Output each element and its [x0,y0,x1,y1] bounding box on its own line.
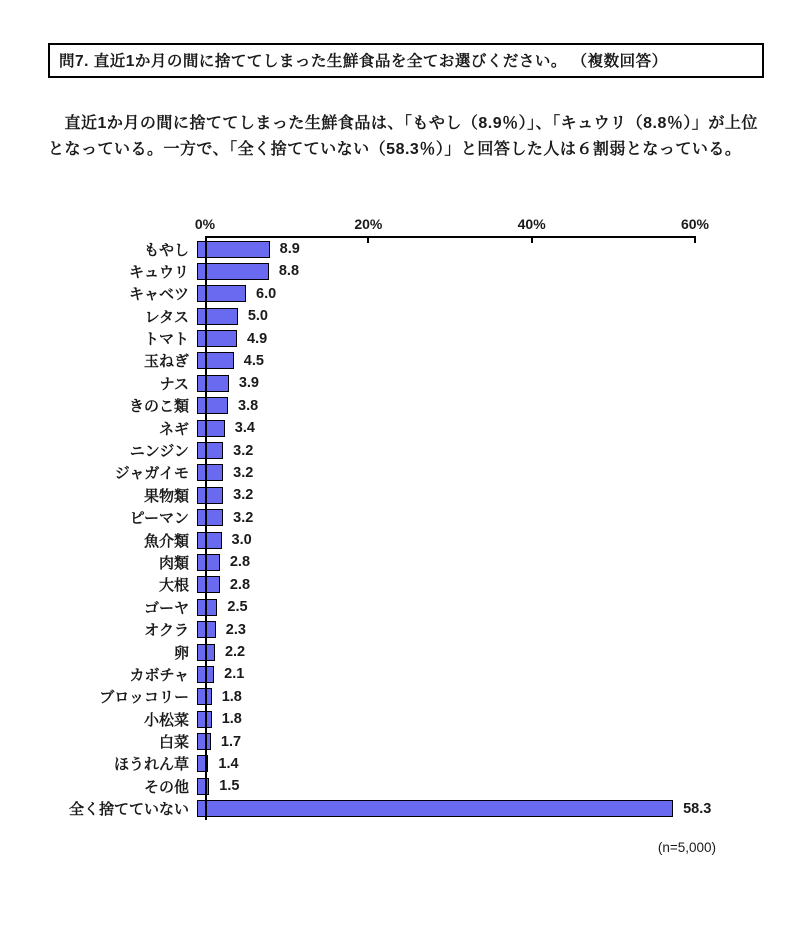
value-label: 8.8 [278,263,300,280]
bar-cell [197,574,809,596]
bar [197,509,223,526]
value-label: 3.2 [233,464,254,481]
bar-cell [197,529,809,551]
chart-row [0,417,809,439]
category-label: 大根 [158,577,189,595]
sample-size-note: (n=5,000) [657,839,716,855]
bar [197,800,673,817]
chart-row [0,372,809,394]
chart-row [0,462,809,484]
x-axis-labels [194,215,710,233]
bar-cell [197,462,809,484]
chart-row [0,439,809,461]
value-label: 3.2 [233,509,254,526]
chart-row [0,327,809,349]
value-label: 2.5 [227,599,248,616]
bar [197,554,220,571]
x-tick-label: 60% [680,215,710,232]
category-label: トマト [143,331,189,349]
bar [197,599,217,616]
bar-cell [197,484,809,506]
chart-rows [0,236,809,820]
bar [197,420,225,437]
bar [197,733,211,750]
chart-row [0,529,809,551]
bar-cell [197,372,809,394]
value-label: 3.2 [233,487,254,504]
chart-row [0,350,809,372]
bar-cell [197,708,809,730]
x-tick-label: 20% [354,215,383,232]
category-label: 玉ねぎ [143,353,189,371]
bar-cell [197,327,809,349]
bar [197,778,209,795]
value-label: 8.9 [279,241,300,257]
chart-row [0,238,809,260]
category-label: ブロッコリー [99,689,189,707]
chart-row [0,798,809,820]
bar-cell [197,260,809,282]
value-label: 3.4 [234,420,255,437]
value-label: 2.1 [224,666,245,683]
bar-cell [197,507,809,529]
summary-paragraph: 直近1か月の間に捨ててしまった生鮮食品は、「もやし（8.9％）」、「キュウリ（8.8％）」が上位となっている。一方で、「全く捨てていない（58.3％）」と回答した人は６割弱となっている。 [48,115,758,158]
value-label: 2.2 [224,644,246,661]
value-label: 1.8 [221,711,242,728]
category-label: オクラ [144,622,189,640]
value-label: 3.0 [231,532,252,549]
bar-cell [197,753,809,775]
axis-tick-mark [531,238,533,243]
chart-row [0,753,809,775]
bar-cell [197,283,809,305]
category-label: ゴーヤ [143,599,189,617]
category-label: 魚介類 [143,532,189,550]
value-label: 58.3 [683,800,712,817]
bar [197,263,269,280]
axis-tick-mark [367,238,369,243]
bar [197,308,238,325]
category-label: キャベツ [128,286,189,304]
chart-row [0,663,809,685]
bar [197,352,234,369]
category-label: 全く捨てていない [68,801,189,819]
bar-cell [197,395,809,417]
category-label: ネギ [158,420,189,438]
value-label: 1.7 [220,733,242,750]
chart-row [0,283,809,305]
bar [197,397,228,414]
bar-cell [197,618,809,640]
chart-row [0,484,809,506]
bar-cell [197,641,809,663]
bar-cell [197,305,809,327]
plot-area [0,236,809,820]
bar-cell [197,551,809,573]
category-label: カボチャ [129,666,189,684]
category-label: ニンジン [129,443,189,461]
value-label: 2.8 [229,576,251,593]
category-label: ナス [159,375,189,393]
chart-row [0,260,809,282]
value-label: 3.9 [238,375,260,392]
bar [197,330,237,347]
category-label: ほうれん草 [113,756,189,774]
value-label: 6.0 [256,285,277,302]
category-label: その他 [143,778,189,796]
bar-cell [197,417,809,439]
value-label: 4.9 [247,330,268,347]
bar [197,576,220,593]
chart-row [0,574,809,596]
chart-row [0,305,809,327]
x-tick-label: 0% [194,215,216,232]
bar-cell [197,238,809,260]
axis-tick-mark [694,238,696,243]
bar [197,532,222,549]
chart-row [0,686,809,708]
bar-cell [197,730,809,752]
value-label: 2.8 [229,554,251,571]
category-label: 白菜 [158,734,189,752]
chart-row [0,551,809,573]
chart-row [0,395,809,417]
bar-cell [197,596,809,618]
category-label: ジャガイモ [114,465,189,483]
bar [197,442,223,459]
bar-cell [197,439,809,461]
category-label: 肉類 [158,554,189,572]
y-axis-line [205,236,207,820]
chart-row [0,596,809,618]
category-label: レタス [144,308,189,326]
bar [197,487,223,504]
bar [197,241,270,258]
chart-row [0,775,809,797]
category-label: 果物類 [143,487,189,505]
chart-row [0,618,809,640]
value-label: 5.0 [247,308,268,325]
category-label: 卵 [173,644,189,662]
x-tick-label: 40% [517,215,546,232]
category-label: ピーマン [129,510,189,528]
chart-row [0,708,809,730]
value-label: 3.8 [238,397,259,414]
bar-cell [197,350,809,372]
x-axis-line [205,236,696,238]
category-label: キュウリ [128,263,189,281]
category-label: 小松菜 [143,711,189,729]
question-title-box [48,43,764,78]
category-label: もやし [143,241,189,259]
bar [197,464,223,481]
bar-cell [197,775,809,797]
value-label: 1.8 [221,688,242,705]
question-title: 問7. 直近1か月の間に捨ててしまった生鮮食品を全てお選びください。 （複数回答） [59,53,668,70]
bar [197,375,229,392]
bar-chart [0,216,809,855]
chart-row [0,507,809,529]
bar-cell [197,798,809,820]
value-label: 2.3 [225,621,246,638]
chart-row [0,730,809,752]
value-label: 1.4 [218,755,239,772]
value-label: 1.5 [219,778,240,795]
value-label: 4.5 [243,352,264,369]
bar-cell [197,686,809,708]
bar-cell [197,663,809,685]
value-label: 3.2 [233,442,254,459]
category-label: きのこ類 [128,398,189,416]
chart-row [0,641,809,663]
